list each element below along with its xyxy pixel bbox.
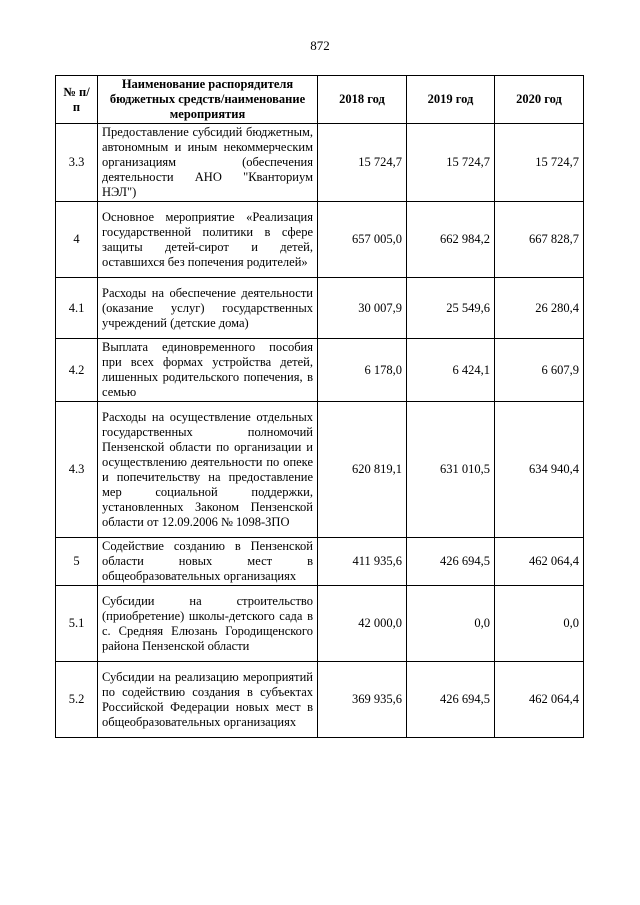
row-value-2018: 657 005,0 <box>318 202 407 278</box>
row-num: 4.1 <box>56 278 98 339</box>
row-value-2018: 42 000,0 <box>318 586 407 662</box>
row-value-2020: 0,0 <box>495 586 584 662</box>
table-header-row <box>56 76 584 124</box>
page-number: 872 <box>310 38 330 53</box>
row-num: 5 <box>56 538 98 586</box>
table-row <box>56 538 584 586</box>
row-value-2019: 426 694,5 <box>407 662 495 738</box>
row-value-2018: 411 935,6 <box>318 538 407 586</box>
row-value-2019: 15 724,7 <box>407 124 495 202</box>
row-name: Содействие созданию в Пензенской области новых мест в общеобразовательных организациях <box>98 538 318 586</box>
row-value-2020: 667 828,7 <box>495 202 584 278</box>
table-row <box>56 124 584 202</box>
row-value-2020: 462 064,4 <box>495 538 584 586</box>
row-value-2019: 631 010,5 <box>407 402 495 538</box>
row-name: Расходы на осуществление отдельных государственных полномочий Пензенской области по организации и осуществлению деятельности по опеке и попечительству на предоставление мер социальной поддержки, установленных Законом Пензенской области от 12.09.2006 № 1098-ЗПО <box>98 402 318 538</box>
row-value-2020: 6 607,9 <box>495 339 584 402</box>
row-value-2018: 30 007,9 <box>318 278 407 339</box>
table-row <box>56 339 584 402</box>
row-value-2020: 462 064,4 <box>495 662 584 738</box>
row-num: 5.2 <box>56 662 98 738</box>
row-name: Субсидии на реализацию мероприятий по содействию создания в субъектах Российской Федерации новых мест в общеобразовательных организациях <box>98 662 318 738</box>
row-num: 4.2 <box>56 339 98 402</box>
row-name: Расходы на обеспечение деятельности (оказание услуг) государственных учреждений (детские дома) <box>98 278 318 339</box>
row-value-2019: 25 549,6 <box>407 278 495 339</box>
header-year-2020: 2020 год <box>495 76 584 124</box>
row-value-2018: 620 819,1 <box>318 402 407 538</box>
table-row <box>56 662 584 738</box>
table-row <box>56 402 584 538</box>
row-num: 5.1 <box>56 586 98 662</box>
row-name: Предоставление субсидий бюджетным, автономным и иным некоммерческим организациям (обеспечения деятельности АНО "Кванториум НЭЛ") <box>98 124 318 202</box>
row-name: Субсидии на строительство (приобретение) школы-детского сада в с. Средняя Елюзань Городищенского района Пензенской области <box>98 586 318 662</box>
row-value-2020: 634 940,4 <box>495 402 584 538</box>
budget-table <box>55 75 584 738</box>
table-row <box>56 278 584 339</box>
row-value-2019: 662 984,2 <box>407 202 495 278</box>
row-num: 3.3 <box>56 124 98 202</box>
row-value-2020: 26 280,4 <box>495 278 584 339</box>
row-value-2018: 15 724,7 <box>318 124 407 202</box>
row-name: Выплата единовременного пособия при всех формах устройства детей, лишенных родительского попечения, в семью <box>98 339 318 402</box>
header-num: № п/п <box>56 76 98 124</box>
table-row <box>56 202 584 278</box>
header-name: Наименование распорядителя бюджетных средств/наименование мероприятия <box>98 76 318 124</box>
row-num: 4 <box>56 202 98 278</box>
row-value-2020: 15 724,7 <box>495 124 584 202</box>
row-name: Основное мероприятие «Реализация государственной политики в сфере защиты детей-сирот и детей, оставшихся без попечения родителей» <box>98 202 318 278</box>
row-value-2019: 426 694,5 <box>407 538 495 586</box>
header-year-2019: 2019 год <box>407 76 495 124</box>
row-value-2019: 6 424,1 <box>407 339 495 402</box>
row-value-2018: 369 935,6 <box>318 662 407 738</box>
row-value-2018: 6 178,0 <box>318 339 407 402</box>
row-num: 4.3 <box>56 402 98 538</box>
header-year-2018: 2018 год <box>318 76 407 124</box>
row-value-2019: 0,0 <box>407 586 495 662</box>
table-row <box>56 586 584 662</box>
